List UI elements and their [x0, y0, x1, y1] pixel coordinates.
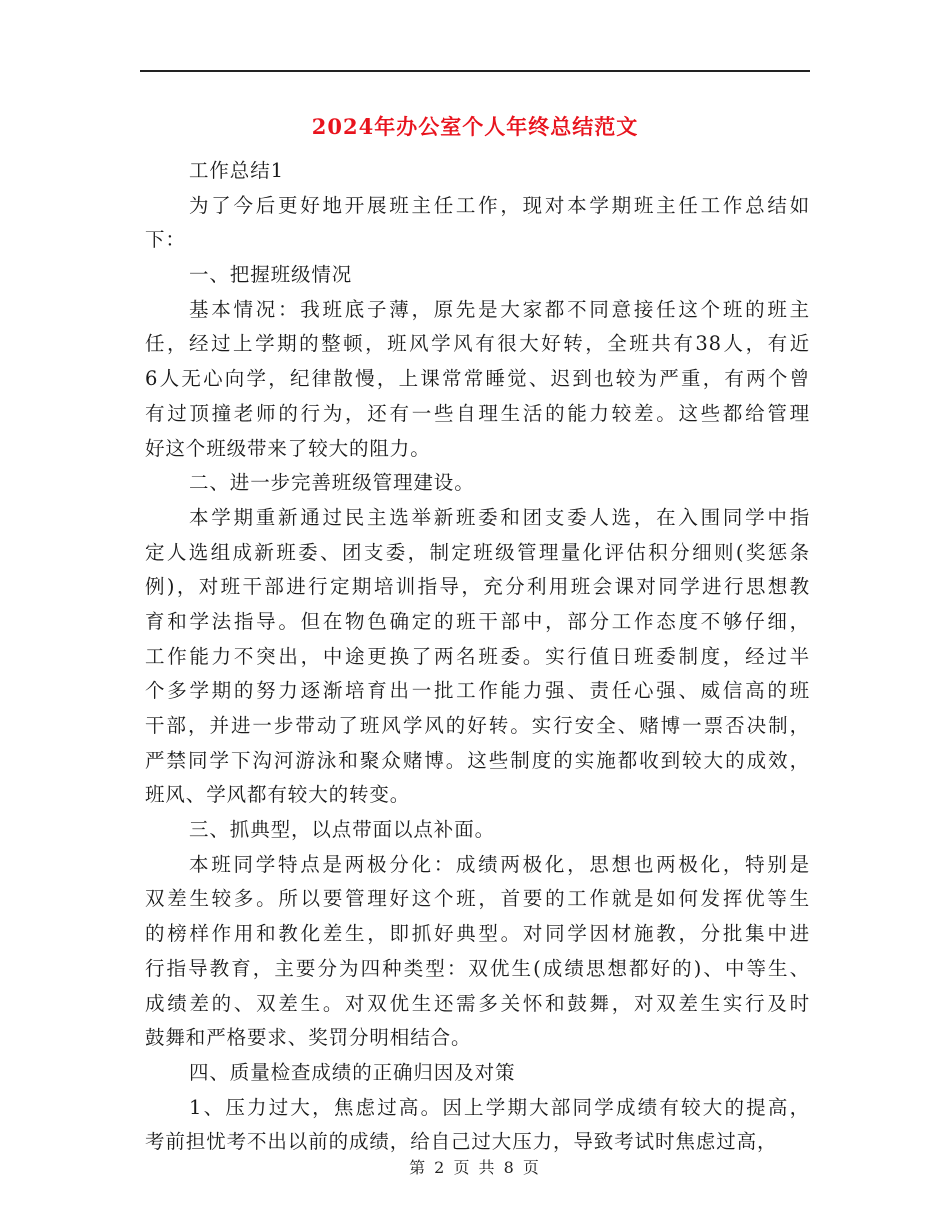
paragraph-line: 工作能力不突出，中途更换了两名班委。实行值日班委制度，经过半	[145, 644, 810, 668]
paragraph-line: 的榜样作用和教化差生，即抓好典型。对同学因材施教，分批集中进	[145, 922, 810, 946]
paragraph-line: 干部，并进一步带动了班风学风的好转。实行安全、赌博一票否决制，	[145, 714, 810, 737]
paragraph-first-line: 1、压力过大，焦虑过高。因上学期大部同学成绩有较大的提高，	[189, 1095, 810, 1119]
document-body	[145, 154, 810, 1160]
paragraph-line: 好这个班级带来了较大的阻力。	[145, 436, 431, 460]
paragraph-line: 班风、学风都有较大的转变。	[145, 783, 411, 807]
paragraph-line: 严禁同学下沟河游泳和聚众赌博。这些制度的实施都收到较大的成效，	[145, 748, 810, 772]
paragraph-first-line: 本学期重新通过民主选举新班委和团支委人选，在入围同学中指	[189, 505, 810, 529]
paragraph-first-line: 三、抓典型，以点带面以点补面。	[189, 818, 496, 842]
paragraph-first-line: 四、质量检查成绩的正确归因及对策	[189, 1060, 516, 1084]
paragraph-line: 个多学期的努力逐渐培育出一批工作能力强、责任心强、威信高的班	[145, 679, 810, 703]
paragraph-first-line: 基本情况：我班底子薄，原先是大家都不同意接任这个班的班主	[189, 297, 810, 321]
paragraph-line: 有过顶撞老师的行为，还有一些自理生活的能力较差。这些都给管理	[145, 401, 810, 425]
paragraph-line: 考前担忧考不出以前的成绩，给自己过大压力，导致考试时焦虑过高，	[145, 1130, 778, 1154]
paragraph-line: 下：	[145, 228, 186, 252]
paragraph-line: 双差生较多。所以要管理好这个班，首要的工作就是如何发挥优等生	[145, 887, 810, 911]
page-number: 第 2 页 共 8 页	[409, 1158, 541, 1177]
header-rule	[140, 70, 810, 72]
paragraph-first-line: 二、进一步完善班级管理建设。	[189, 471, 475, 495]
paragraph-first-line: 工作总结1	[189, 159, 284, 182]
paragraph-line: 任，经过上学期的整顿，班风学风有很大好转，全班共有38人，有近	[145, 332, 810, 356]
paragraph-line: 6人无心向学，纪律散慢，上课常常睡觉、迟到也较为严重，有两个曾	[145, 367, 810, 391]
paragraph-first-line: 为了今后更好地开展班主任工作，现对本学期班主任工作总结如	[189, 193, 810, 217]
paragraph-line: 定人选组成新班委、团支委，制定班级管理量化评估积分细则(奖惩条	[145, 540, 810, 564]
paragraph-line: 行指导教育，主要分为四种类型：双优生(成绩思想都好的)、中等生、	[145, 956, 810, 980]
paragraph-first-line: 本班同学特点是两极分化：成绩两极化，思想也两极化，特别是	[189, 852, 810, 876]
paragraph-line: 鼓舞和严格要求、奖罚分明相结合。	[145, 1026, 472, 1050]
paragraph-first-line: 一、把握班级情况	[189, 263, 353, 287]
document-title: 2024年办公室个人年终总结范文	[311, 114, 639, 139]
paragraph-line: 成绩差的、双差生。对双优生还需多关怀和鼓舞，对双差生实行及时	[145, 991, 810, 1015]
paragraph-line: 育和学法指导。但在物色确定的班干部中，部分工作态度不够仔细，	[145, 609, 810, 633]
paragraph-line: 例)，对班干部进行定期培训指导，充分利用班会课对同学进行思想教	[145, 575, 810, 599]
